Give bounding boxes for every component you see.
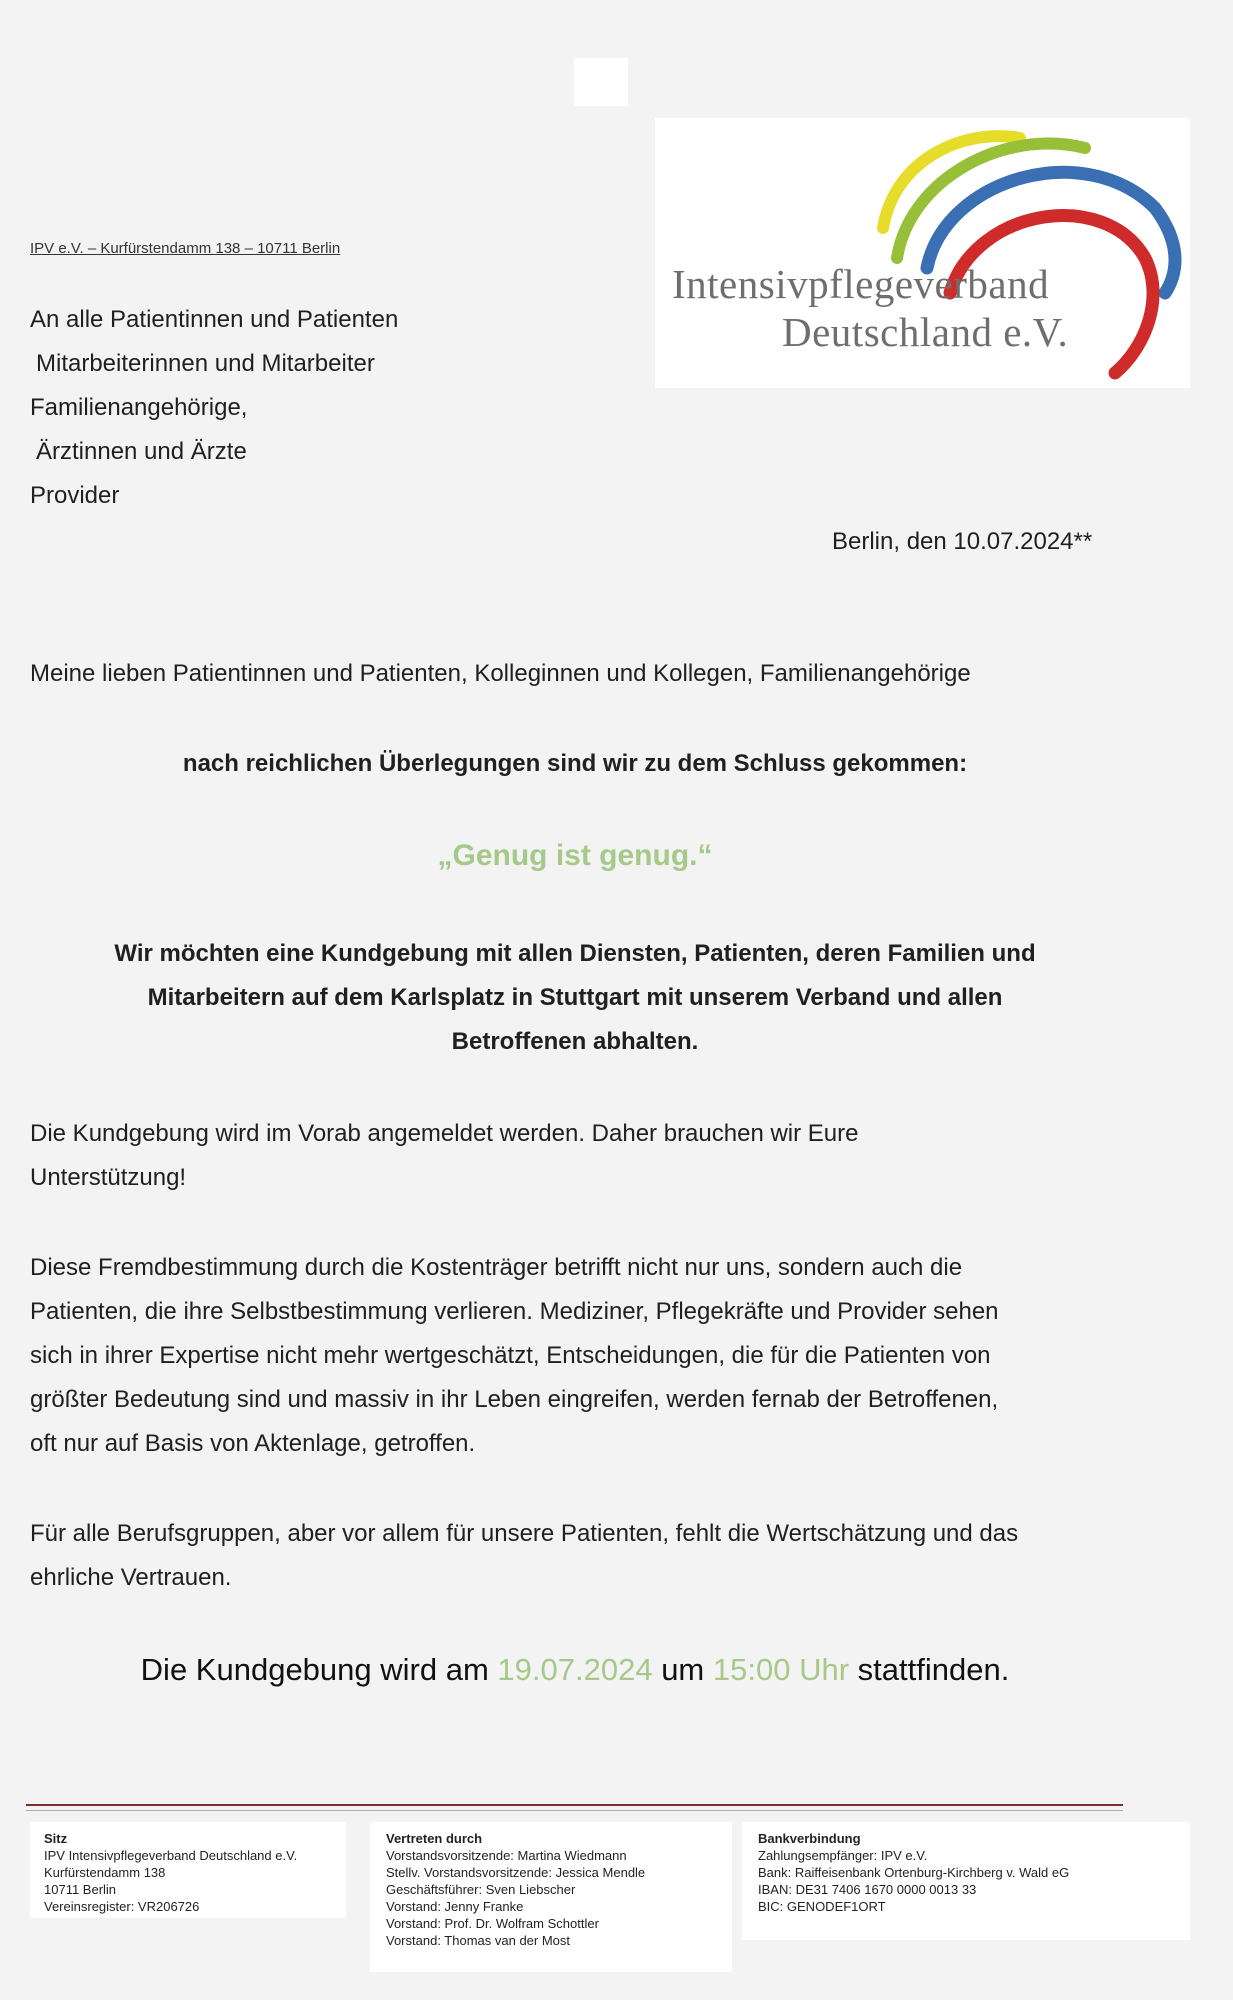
salutation: Meine lieben Patientinnen und Patienten, Kolleginnen und Kollegen, Familienangehörige (30, 660, 971, 687)
footer-line: IBAN: DE31 7406 1670 0000 0013 33 (758, 1882, 977, 1897)
paragraph-line: Für alle Berufsgruppen, aber vor allem für unsere Patienten, fehlt die Wertschätzung und das (30, 1520, 1019, 1547)
footer-line: 10711 Berlin (44, 1882, 117, 1897)
paragraph-line: oft nur auf Basis von Aktenlage, getroffen. (30, 1430, 476, 1457)
announcement-line: Mitarbeitern auf dem Karlsplatz in Stuttgart mit unserem Verband und allen (147, 984, 1003, 1011)
footer-line: Stellv. Vorstandsvorsitzende: Jessica Mendle (386, 1865, 646, 1880)
recipient-line: Familienangehörige, (30, 394, 248, 421)
footer-representatives (370, 1822, 732, 1972)
event-announcement (40, 1648, 1110, 1692)
org-name-line2: Deutschland e.V. (782, 309, 1069, 355)
letterhead-logo (655, 118, 1190, 388)
paragraph-line: Patienten, die ihre Selbstbestimmung verlieren. Mediziner, Pflegekräfte und Provider sehen (30, 1298, 999, 1325)
org-name-line1: Intensivpflegeverband (672, 261, 1050, 307)
footer-line: Bank: Raiffeisenbank Ortenburg-Kirchberg v. Wald eG (758, 1865, 1070, 1880)
paragraph-line: ehrliche Vertrauen. (30, 1564, 232, 1591)
footer-line: Kurfürstendamm 138 (44, 1865, 166, 1880)
footer-heading: Bankverbindung (758, 1831, 861, 1846)
paragraph-line: sich in ihrer Expertise nicht mehr wertgeschätzt, Entscheidungen, die für die Patienten von (30, 1342, 991, 1369)
footer-heading: Sitz (44, 1831, 68, 1846)
slogan: „Genug ist genug.“ (437, 839, 713, 872)
footer-line: Vorstand: Prof. Dr. Wolfram Schottler (386, 1916, 599, 1931)
paragraph-line: größter Bedeutung sind und massiv in ihr Leben eingreifen, werden fernab der Betroffenen, (30, 1386, 999, 1413)
paragraph-line: Unterstützung! (30, 1164, 187, 1191)
announcement (40, 932, 1110, 1064)
closing-text: Die Kundgebung wird am (140, 1652, 489, 1687)
paragraph-line: Die Kundgebung wird im Vorab angemeldet werden. Daher brauchen wir Eure (30, 1120, 859, 1147)
recipient-line: Ärztinnen und Ärzte (36, 438, 247, 465)
footer-line: Geschäftsführer: Sven Liebscher (386, 1882, 576, 1897)
footer-divider-thin (26, 1810, 1123, 1811)
event-date: 19.07.2024 (497, 1652, 653, 1687)
announcement-line: Betroffenen abhalten. (451, 1028, 699, 1055)
footer-line: IPV Intensivpflegeverband Deutschland e.V. (44, 1848, 298, 1863)
footer-sitz (30, 1822, 346, 1918)
recipient-line: An alle Patientinnen und Patienten (30, 306, 399, 333)
paragraph-self-determination (30, 1246, 1130, 1466)
letter-date: Berlin, den 10.07.2024** (832, 528, 1093, 555)
footer-line: Vereinsregister: VR206726 (44, 1899, 200, 1914)
footer-divider (26, 1804, 1123, 1806)
closing-text: um (661, 1652, 705, 1687)
recipient-line: Provider (30, 482, 120, 509)
sender-address: IPV e.V. – Kurfürstendamm 138 – 10711 Berlin (30, 240, 341, 257)
footer-line: Zahlungsempfänger: IPV e.V. (758, 1848, 928, 1863)
footer-line: BIC: GENODEF1ORT (758, 1899, 886, 1914)
footer-bank (742, 1822, 1190, 1940)
recipient-line: Mitarbeiterinnen und Mitarbeiter (36, 350, 375, 377)
footer-line: Vorstandsvorsitzende: Martina Wiedmann (386, 1848, 627, 1863)
paragraph-line: Diese Fremdbestimmung durch die Kostenträger betrifft nicht nur uns, sondern auch die (30, 1254, 963, 1281)
announcement-line: Wir möchten eine Kundgebung mit allen Diensten, Patienten, deren Familien und (114, 940, 1036, 967)
closing-text: stattfinden. (857, 1652, 1010, 1687)
paragraph-appreciation (30, 1512, 1130, 1600)
event-time: 15:00 Uhr (712, 1652, 850, 1687)
footer-line: Vorstand: Thomas van der Most (386, 1933, 571, 1948)
intro-statement: nach reichlichen Überlegungen sind wir zu dem Schluss gekommen: (182, 750, 968, 777)
footer-heading: Vertreten durch (386, 1831, 483, 1846)
paragraph-registration (30, 1112, 1130, 1200)
top-blank-square (574, 58, 628, 106)
footer-line: Vorstand: Jenny Franke (386, 1899, 524, 1914)
